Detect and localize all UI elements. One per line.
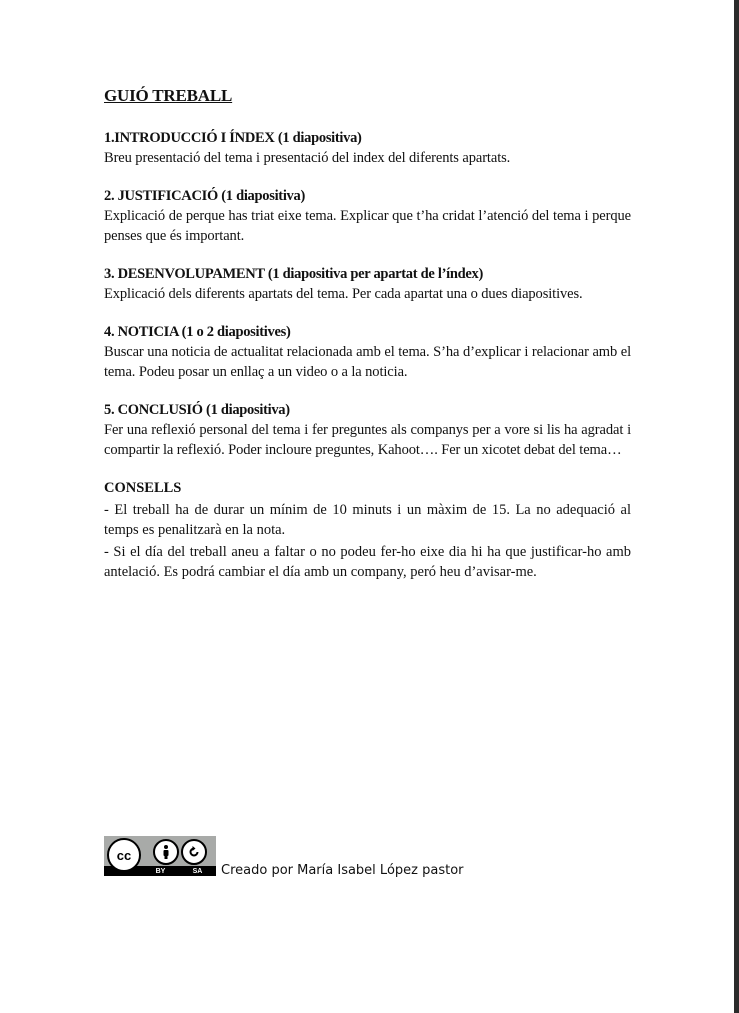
cc-by-label: BY xyxy=(155,868,166,875)
section-body: Buscar una noticia de actualitat relacionada amb el tema. S’ha d’explicar i relacionar amb el tema. Podeu posar un enllaç a un video o a la noticia. xyxy=(104,344,631,380)
section-heading: 1.INTRODUCCIÓ I ÍNDEX (1 diapositiva) xyxy=(104,130,362,146)
share-alike-arrow-icon xyxy=(187,845,201,859)
section-conclusio xyxy=(104,400,631,460)
share-alike-icon xyxy=(181,839,207,865)
section-body: Explicació de perque has triat eixe tema. Explicar que t’ha cridat l’atenció del tema i perque penses que és important. xyxy=(104,208,631,244)
person-icon xyxy=(159,844,173,860)
footer xyxy=(104,836,464,876)
author-credit: Creado por María Isabel López pastor xyxy=(221,863,464,878)
section-heading: 2. JUSTIFICACIÓ (1 diapositiva) xyxy=(104,188,305,204)
section-consells xyxy=(104,478,631,582)
section-heading: 5. CONCLUSIÓ (1 diapositiva) xyxy=(104,402,290,418)
cc-badge-labels xyxy=(142,868,216,875)
section-noticia xyxy=(104,322,631,382)
section-justificacio xyxy=(104,186,631,246)
section-body: Fer una reflexió personal del tema i fer preguntes als companys per a vore si lis ha agradat i compartir la reflexió. Poder incloure preguntes, Kahoot…. Fer un xicotet debat del tema… xyxy=(104,422,631,458)
cc-license-badge xyxy=(104,836,216,876)
cc-icon: cc xyxy=(107,838,141,872)
section-desenvolupament xyxy=(104,264,631,304)
section-body: Explicació dels diferents apartats del tema. Per cada apartat una o dues diapositives. xyxy=(104,286,583,302)
document-page xyxy=(104,86,631,600)
document-title: GUIÓ TREBALL xyxy=(104,86,233,105)
advice-heading: CONSELLS xyxy=(104,480,182,496)
section-heading: 4. NOTICIA (1 o 2 diapositives) xyxy=(104,324,291,340)
cc-sa-label: SA xyxy=(192,868,203,875)
section-body: Breu presentació del tema i presentació del index del diferents apartats. xyxy=(104,150,511,166)
section-introduccio xyxy=(104,128,631,168)
attribution-icon xyxy=(153,839,179,865)
advice-item: - Si el día del treball aneu a faltar o no podeu fer-ho eixe dia hi ha que justificar-ho amb antelació. Es podrá cambiar el día amb un company, peró heu d’avisar-me. xyxy=(104,544,631,580)
advice-item: - El treball ha de durar un mínim de 10 minuts i un màxim de 15. La no adequació al temps es penalitzarà en la nota. xyxy=(104,502,631,538)
page-right-border xyxy=(734,0,739,1013)
section-heading: 3. DESENVOLUPAMENT (1 diapositiva per apartat de l’índex) xyxy=(104,266,483,282)
